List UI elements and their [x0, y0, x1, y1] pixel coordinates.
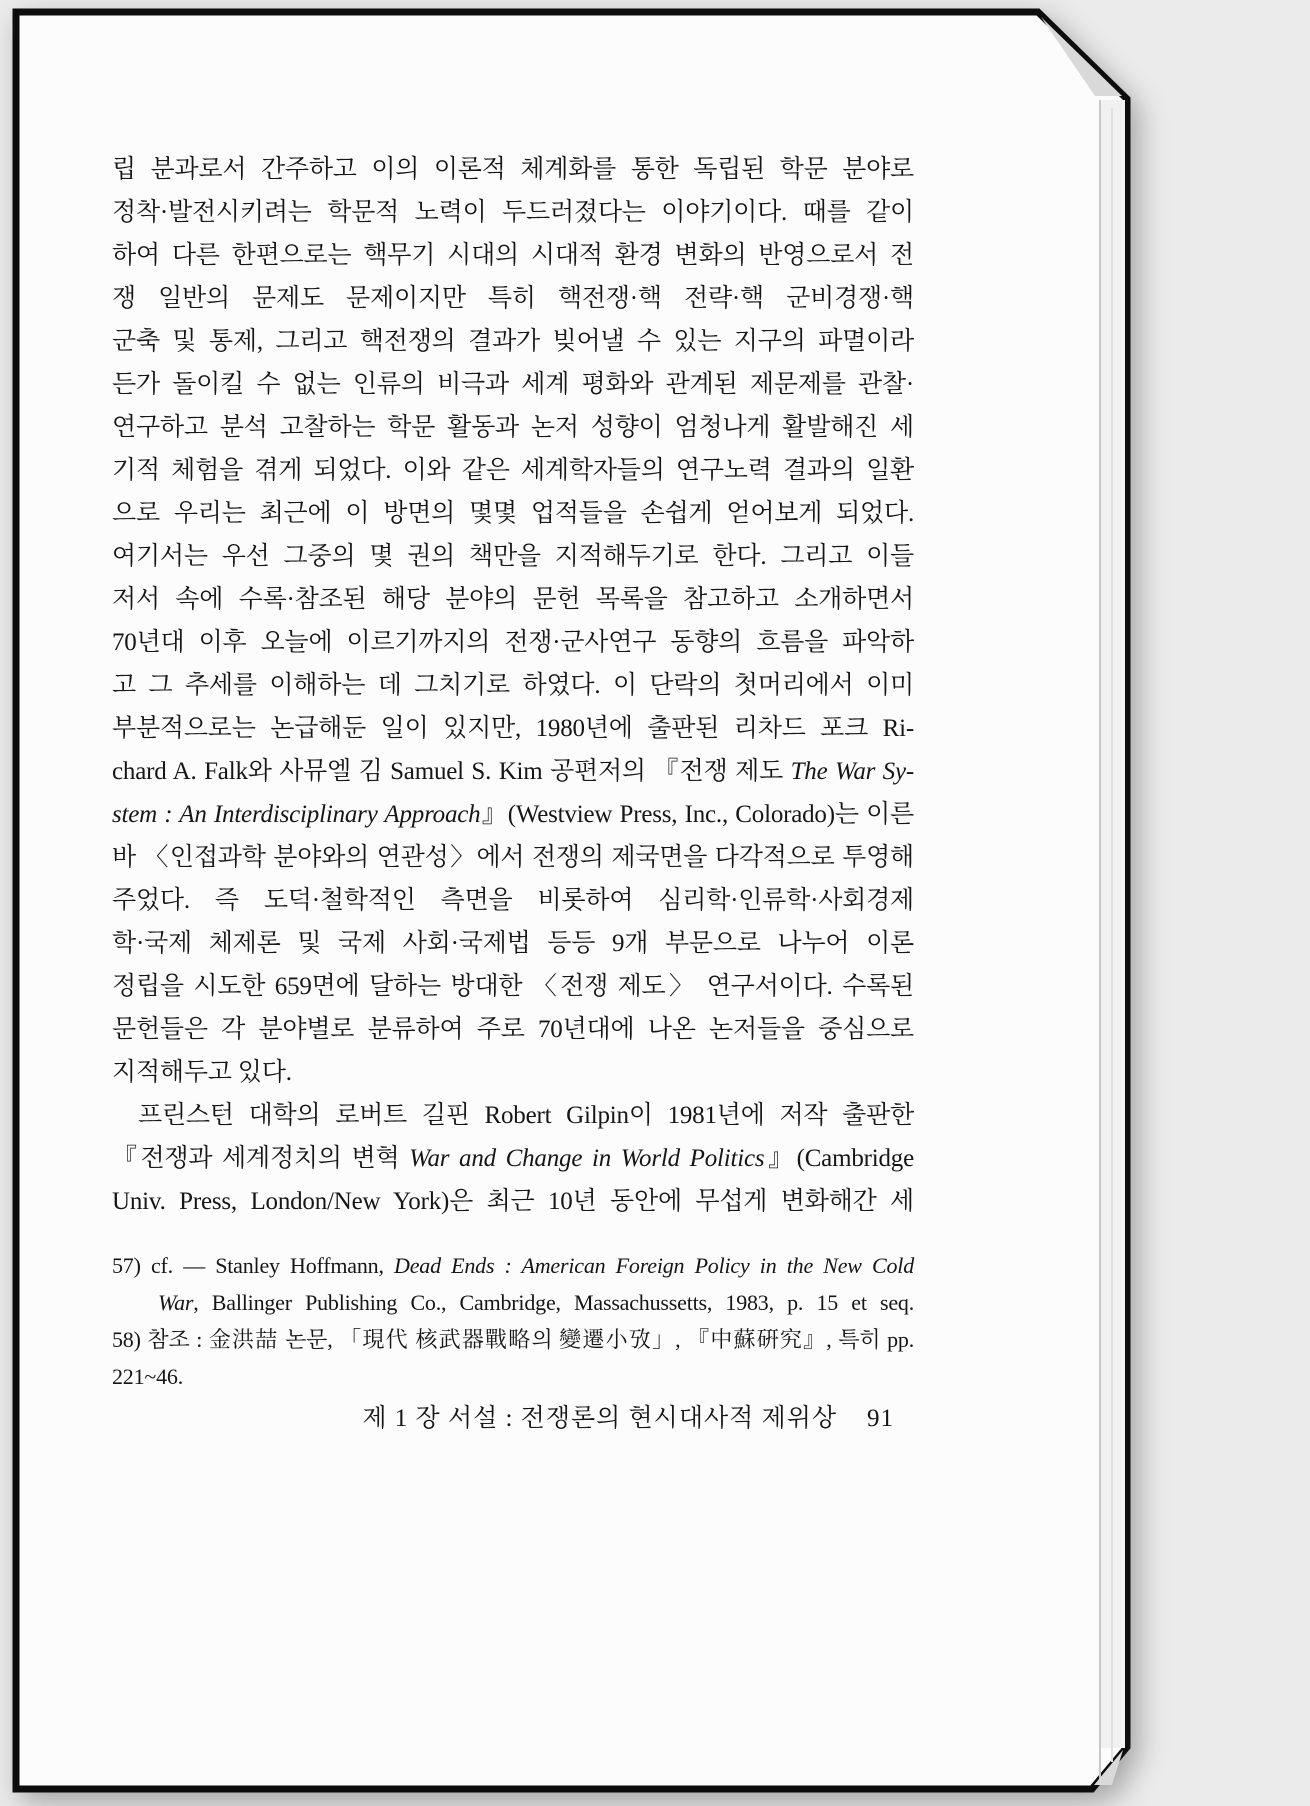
- text-segment: 지적해두고 있다.: [112, 1059, 292, 1086]
- text-segment: 주었다. 즉 도덕·철학적인 측면을 비롯하여 심리학·인류학·사회경제: [112, 887, 914, 914]
- text-line: [112, 1094, 914, 1137]
- text-line: [112, 449, 914, 492]
- text-line: [112, 879, 914, 922]
- text-line: [112, 664, 914, 707]
- text-line: [112, 578, 914, 621]
- italic-text-segment: War: [158, 1290, 194, 1315]
- text-line: [112, 277, 914, 320]
- text-line: [112, 621, 914, 664]
- page-content: [112, 148, 914, 1434]
- text-line: [112, 1180, 914, 1223]
- text-line: [112, 234, 914, 277]
- body-text: [112, 148, 914, 1223]
- text-line: [112, 535, 914, 578]
- text-line: [112, 406, 914, 449]
- text-segment: 』(Westview Press, Inc., Colorado)는 이른: [480, 801, 914, 828]
- text-line: [112, 836, 914, 879]
- text-line: [112, 363, 914, 406]
- text-segment: chard A. Falk와 사뮤엘 김 Samuel S. Kim 공편저의 『전쟁 제도: [112, 758, 791, 785]
- text-segment: 으로 우리는 최근에 이 방면의 몇몇 업적들을 손쉽게 얻어보게 되었다.: [112, 500, 914, 527]
- text-line: [112, 320, 914, 363]
- text-segment: 든가 돌이킬 수 없는 인류의 비극과 세계 평화와 관계된 제문제를 관찰·: [112, 371, 914, 398]
- text-segment: 립 분과로서 간주하고 이의 이론적 체계화를 통한 독립된 학문 분야로: [112, 156, 914, 183]
- text-segment: 부분적으로는 논급해둔 일이 있지만, 1980년에 출판된 리차드 포크 Ri-: [112, 715, 914, 742]
- text-line: [112, 750, 914, 793]
- chapter-heading: 제 1 장 서설 : 전쟁론의 현시대사적 제위상: [362, 1405, 837, 1432]
- text-segment: 』(Cambridge: [764, 1145, 914, 1172]
- text-line: [112, 965, 914, 1008]
- page-number: 91: [867, 1405, 894, 1432]
- text-segment: 문헌들은 각 분야별로 분류하여 주로 70년대에 나온 논저들을 중심으로: [112, 1016, 914, 1043]
- footnotes: [112, 1247, 914, 1389]
- text-segment: 저서 속에 수록·참조된 해당 분야의 문헌 목록을 참고하고 소개하면서: [112, 586, 914, 613]
- text-segment: 『전쟁과 세계정치의 변혁: [112, 1145, 410, 1172]
- text-line: [112, 1137, 914, 1180]
- text-segment: 하여 다른 한편으로는 핵무기 시대의 시대적 환경 변화의 반영으로서 전: [112, 242, 914, 269]
- text-segment: 70년대 이후 오늘에 이르기까지의 전쟁·군사연구 동향의 흐름을 파악하: [112, 629, 914, 656]
- italic-text-segment: War and Change in World Politics: [409, 1145, 765, 1172]
- text-segment: 기적 체험을 겪게 되었다. 이와 같은 세계학자들의 연구노력 결과의 일환: [112, 457, 914, 484]
- text-segment: Univ. Press, London/New York)은 최근 10년 동안에 무섭게 변화해간 세: [112, 1188, 914, 1215]
- text-line: [112, 1008, 914, 1051]
- text-segment: 쟁 일반의 문제도 문제이지만 특히 핵전쟁·핵 전략·핵 군비경쟁·핵: [112, 285, 914, 312]
- text-segment: 바 〈인접과학 분야와의 연관성〉에서 전쟁의 제국면을 다각적으로 투영해: [112, 844, 914, 871]
- italic-text-segment: The War Sy-: [790, 758, 915, 785]
- text-segment: 여기서는 우선 그중의 몇 권의 책만을 지적해두기로 한다. 그리고 이들: [112, 543, 914, 570]
- text-segment: 정착·발전시키려는 학문적 노력이 두드러졌다는 이야기이다. 때를 같이: [112, 199, 914, 226]
- text-line: [112, 1321, 914, 1389]
- text-line: [112, 1284, 914, 1321]
- text-segment: 정립을 시도한 659면에 달하는 방대한 〈전쟁 제도〉 연구서이다. 수록된: [112, 973, 914, 1000]
- text-line: [112, 1247, 914, 1284]
- text-segment: 프린스턴 대학의 로버트 길핀 Robert Gilpin이 1981년에 저작 출판한: [138, 1102, 914, 1129]
- text-segment: 군축 및 통제, 그리고 핵전쟁의 결과가 빚어낼 수 있는 지구의 파멸이라: [112, 328, 914, 355]
- text-line: [112, 707, 914, 750]
- text-line: [112, 793, 914, 836]
- page-footer: [112, 1398, 914, 1434]
- text-segment: 연구하고 분석 고찰하는 학문 활동과 논저 성향이 엄청나게 활발해진 세: [112, 414, 914, 441]
- text-line: [112, 1051, 914, 1094]
- text-segment: 57) cf. ― Stanley Hoffmann,: [112, 1253, 395, 1278]
- text-segment: 고 그 추세를 이해하는 데 그치기로 하였다. 이 단락의 첫머리에서 이미: [112, 672, 914, 699]
- italic-text-segment: stem : An Interdisciplinary Approach: [112, 801, 481, 828]
- text-line: [112, 148, 914, 191]
- text-line: [112, 492, 914, 535]
- text-segment: 학·국제 체제론 및 국제 사회·국제법 등등 9개 부문으로 나누어 이론: [112, 930, 914, 957]
- text-segment: 58) 참조 : 金洪喆 논문, 「現代 核武器戰略의 變遷小攷」, 『中蘇硏究』, 특히 pp. 221~46.: [112, 1327, 914, 1389]
- text-segment: , Ballinger Publishing Co., Cambridge, Massachussetts, 1983, p. 15 et seq.: [193, 1290, 914, 1315]
- text-line: [112, 922, 914, 965]
- text-line: [112, 191, 914, 234]
- italic-text-segment: Dead Ends : American Foreign Policy in the New Cold: [394, 1253, 914, 1278]
